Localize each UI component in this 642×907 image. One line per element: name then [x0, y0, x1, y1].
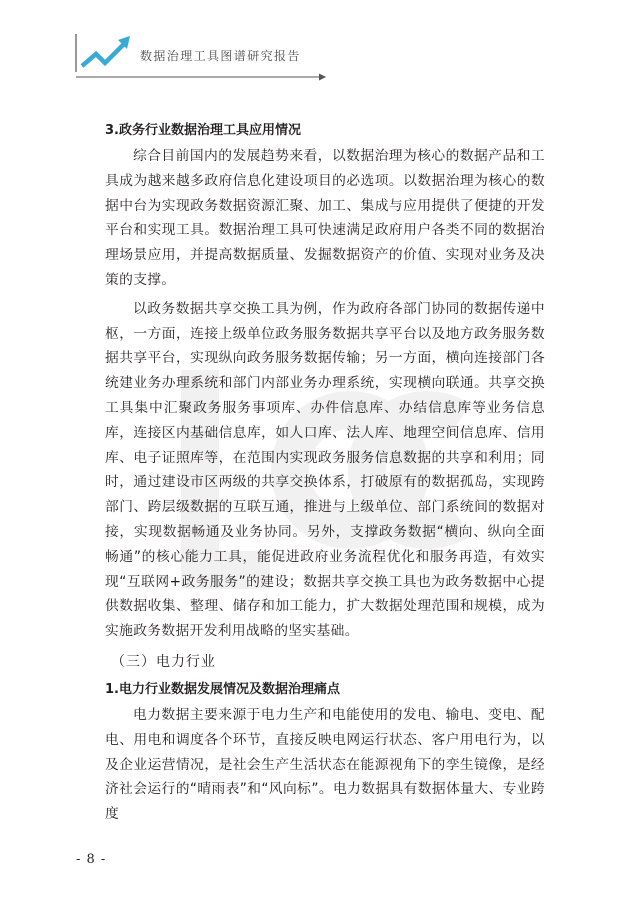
subsection-title: （三）电力行业 — [111, 653, 216, 670]
page-number: - 8 - — [76, 852, 107, 867]
header-divider — [76, 72, 326, 82]
section-heading: 3.政务行业数据治理工具应用情况 — [105, 123, 301, 138]
paragraph: 电力数据主要来源于电力生产和电能使用的发电、输电、变电、配电、用电和调度各个环节，直接反映电网运行状态、客户用电行为，以及企业运营情况，是社会生产生活状态在能源视角下的孪生镜像，是经济社会运行的“晴雨表”和“风向标”。电力数据具有数据体量大、专业跨度 — [105, 706, 545, 823]
section-heading: 1.电力行业数据发展情况及数据治理痛点 — [105, 681, 340, 697]
page-content — [105, 118, 545, 827]
paragraph: 综合目前国内的发展趋势来看，以数据治理为核心的数据产品和工具成为越来越多政府信息化建设项目的必选项。以数据治理为核心的数据中台为实现政务数据资源汇聚、加工、集成与应用提供了便捷的开发平台和实现工具。数据治理工具可快速满足政府用户各类不同的数据治理场景应用，并提高数据质量、发掘数据资产的价值、实现对业务及决策的支撑。 — [105, 148, 545, 288]
trend-up-arrow-icon — [72, 32, 134, 76]
report-title: 数据治理工具图谱研究报告 — [140, 49, 301, 63]
paragraph: 以政务数据共享交换工具为例，作为政府各部门协同的数据传递中枢，一方面，连接上级单位政务服务数据共享平台以及地方政务服务数据共享平台，实现纵向政务服务数据传输；另一方面，横向连接部门各统建业务办理系统和部门内部业务办理系统，实现横向联通。共享交换工具集中汇聚政务服务事项库、办件信息库、办结信息库等业务信息库，连接区内基础信息库，如人口库、法人库、地理空间信息库、信用库、电子证照库等，在范围内实现政务服务信息数据的共享和利用；同时，通过建设市区两级的共享交换体系，打破原有的数据孤岛，实现跨部门、跨层级数据的互联互通，推进与上级单位、部门系统间的数据对接，实现数据畅通及业务协同。另外，支撑政务数据“横向、纵向全面畅通”的核心能力工具，能促进政府业务流程优化和服务再造，有效实现“互联网+政务服务”的建设；数据共享交换工具也为政务数据中心提供数据收集、整理、储存和加工能力，扩大数据处理范围和规模，成为实施政务数据开发利用战略的坚实基础。 — [105, 300, 545, 640]
